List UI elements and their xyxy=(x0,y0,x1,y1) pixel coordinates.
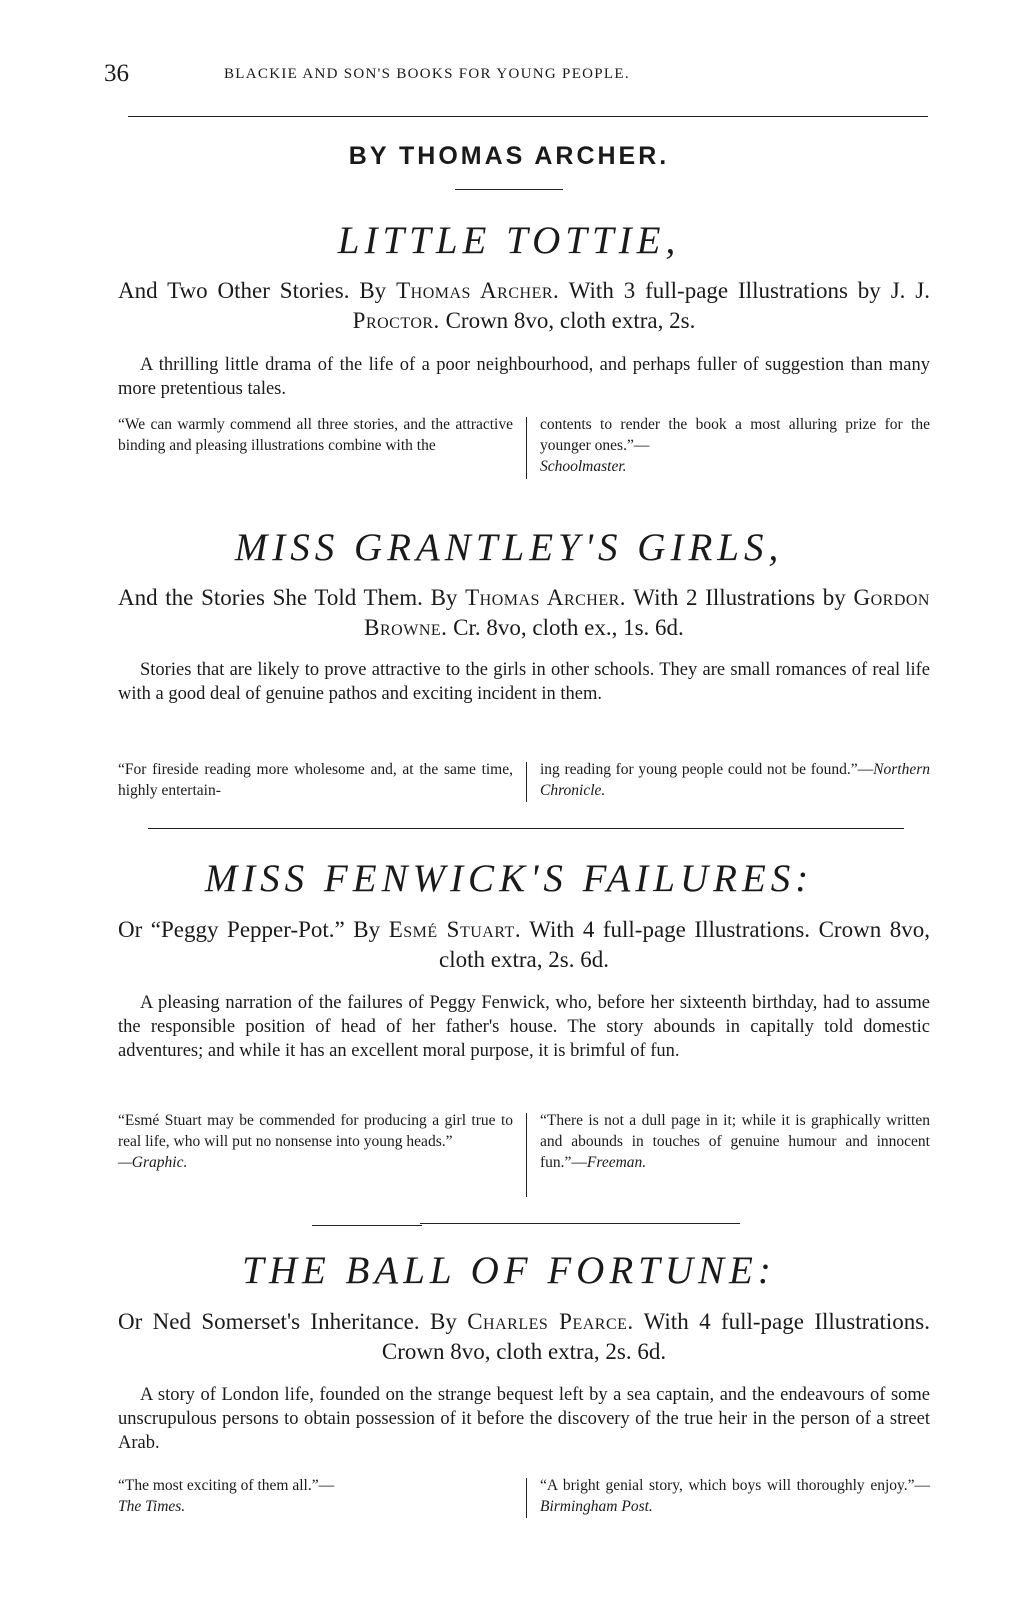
review-source: —Graphic. xyxy=(118,1154,188,1171)
book-title: LITTLE TOTTIE, xyxy=(337,219,681,262)
review-right: “A bright genial story, which boys will thoroughly enjoy.”—Birmingham Post. xyxy=(540,1477,930,1515)
review-divider xyxy=(526,762,527,802)
running-title: BLACKIE AND SON'S BOOKS FOR YOUNG PEOPLE. xyxy=(224,66,630,82)
book-title: THE BALL OF FORTUNE: xyxy=(242,1249,776,1292)
author-heading: BY THOMAS ARCHER. xyxy=(348,142,670,170)
review-left: “We can warmly commend all three stories, and the attractive binding and pleasing illustrations combine with the xyxy=(118,416,513,454)
review-source: Birmingham Post. xyxy=(540,1498,653,1515)
book-description: A thrilling little drama of the life of a poor neighbourhood, and perhaps fuller of suggestion than many more pretentious tales. xyxy=(118,355,930,399)
section-rule xyxy=(312,1225,422,1226)
book-subtitle: Or Ned Somerset's Inheritance. By Charles Pearce. With 4 full-page Illustrations. Crown 8vo, cloth extra, 2s. 6d. xyxy=(118,1309,930,1364)
header-rule xyxy=(128,116,928,117)
review-source: The Times. xyxy=(118,1498,186,1515)
review-source: Northern Chronicle. xyxy=(540,761,930,799)
section-rule xyxy=(420,1223,740,1224)
page-header xyxy=(104,60,934,90)
review-source: Freeman. xyxy=(586,1154,647,1171)
book-description: A pleasing narration of the failures of Peggy Fenwick, who, before her sixteenth birthday, had to assume the responsible position of head of her father's house. The story abounds in capitally told domestic adventures; and while it has an excellent moral purpose, it is brimful of fun. xyxy=(118,993,930,1061)
short-rule xyxy=(455,189,563,190)
section-rule xyxy=(148,828,904,829)
book-subtitle: Or “Peggy Pepper-Pot.” By Esmé Stuart. With 4 full-page Illustrations. Crown 8vo, cloth extra, 2s. 6d. xyxy=(118,917,930,972)
review-right: contents to render the book a most alluring prize for the younger ones.”— Schoolmaster. xyxy=(540,416,930,475)
review-right: “There is not a dull page in it; while it is graphically written and abounds in touches of genuine humour and innocent fun.”—Freeman. xyxy=(540,1112,930,1171)
page-number: 36 xyxy=(104,60,129,87)
review-divider xyxy=(526,1113,527,1197)
book-description: Stories that are likely to prove attractive to the girls in other schools. They are small romances of real life with a good deal of genuine pathos and exciting incident in them. xyxy=(118,660,930,704)
review-divider xyxy=(526,1478,527,1518)
book-description: A story of London life, founded on the strange bequest left by a sea captain, and the endeavours of some unscrupulous persons to obtain possession of it before the discovery of the true heir in the person of a street Arab. xyxy=(118,1385,930,1453)
review-left: “Esmé Stuart may be commended for producing a girl true to real life, who will put no nonsense into young heads.” —Graphic. xyxy=(118,1112,513,1171)
review-right: ing reading for young people could not be found.”—Northern Chronicle. xyxy=(540,761,930,799)
book-title: MISS FENWICK'S FAILURES: xyxy=(204,857,814,900)
book-subtitle: And the Stories She Told Them. By Thomas Archer. With 2 Illustrations by Gordon Browne. Cr. 8vo, cloth ex., 1s. 6d. xyxy=(118,585,930,640)
book-subtitle: And Two Other Stories. By Thomas Archer. With 3 full-page Illustrations by J. J. Proctor. Crown 8vo, cloth extra, 2s. xyxy=(118,278,930,333)
review-divider xyxy=(526,417,527,479)
book-title: MISS GRANTLEY'S GIRLS, xyxy=(234,526,784,569)
review-source: Schoolmaster. xyxy=(540,458,627,475)
review-left: “The most exciting of them all.”— The Times. xyxy=(118,1477,335,1515)
review-left: “For fireside reading more wholesome and, at the same time, highly entertain- xyxy=(118,761,513,799)
